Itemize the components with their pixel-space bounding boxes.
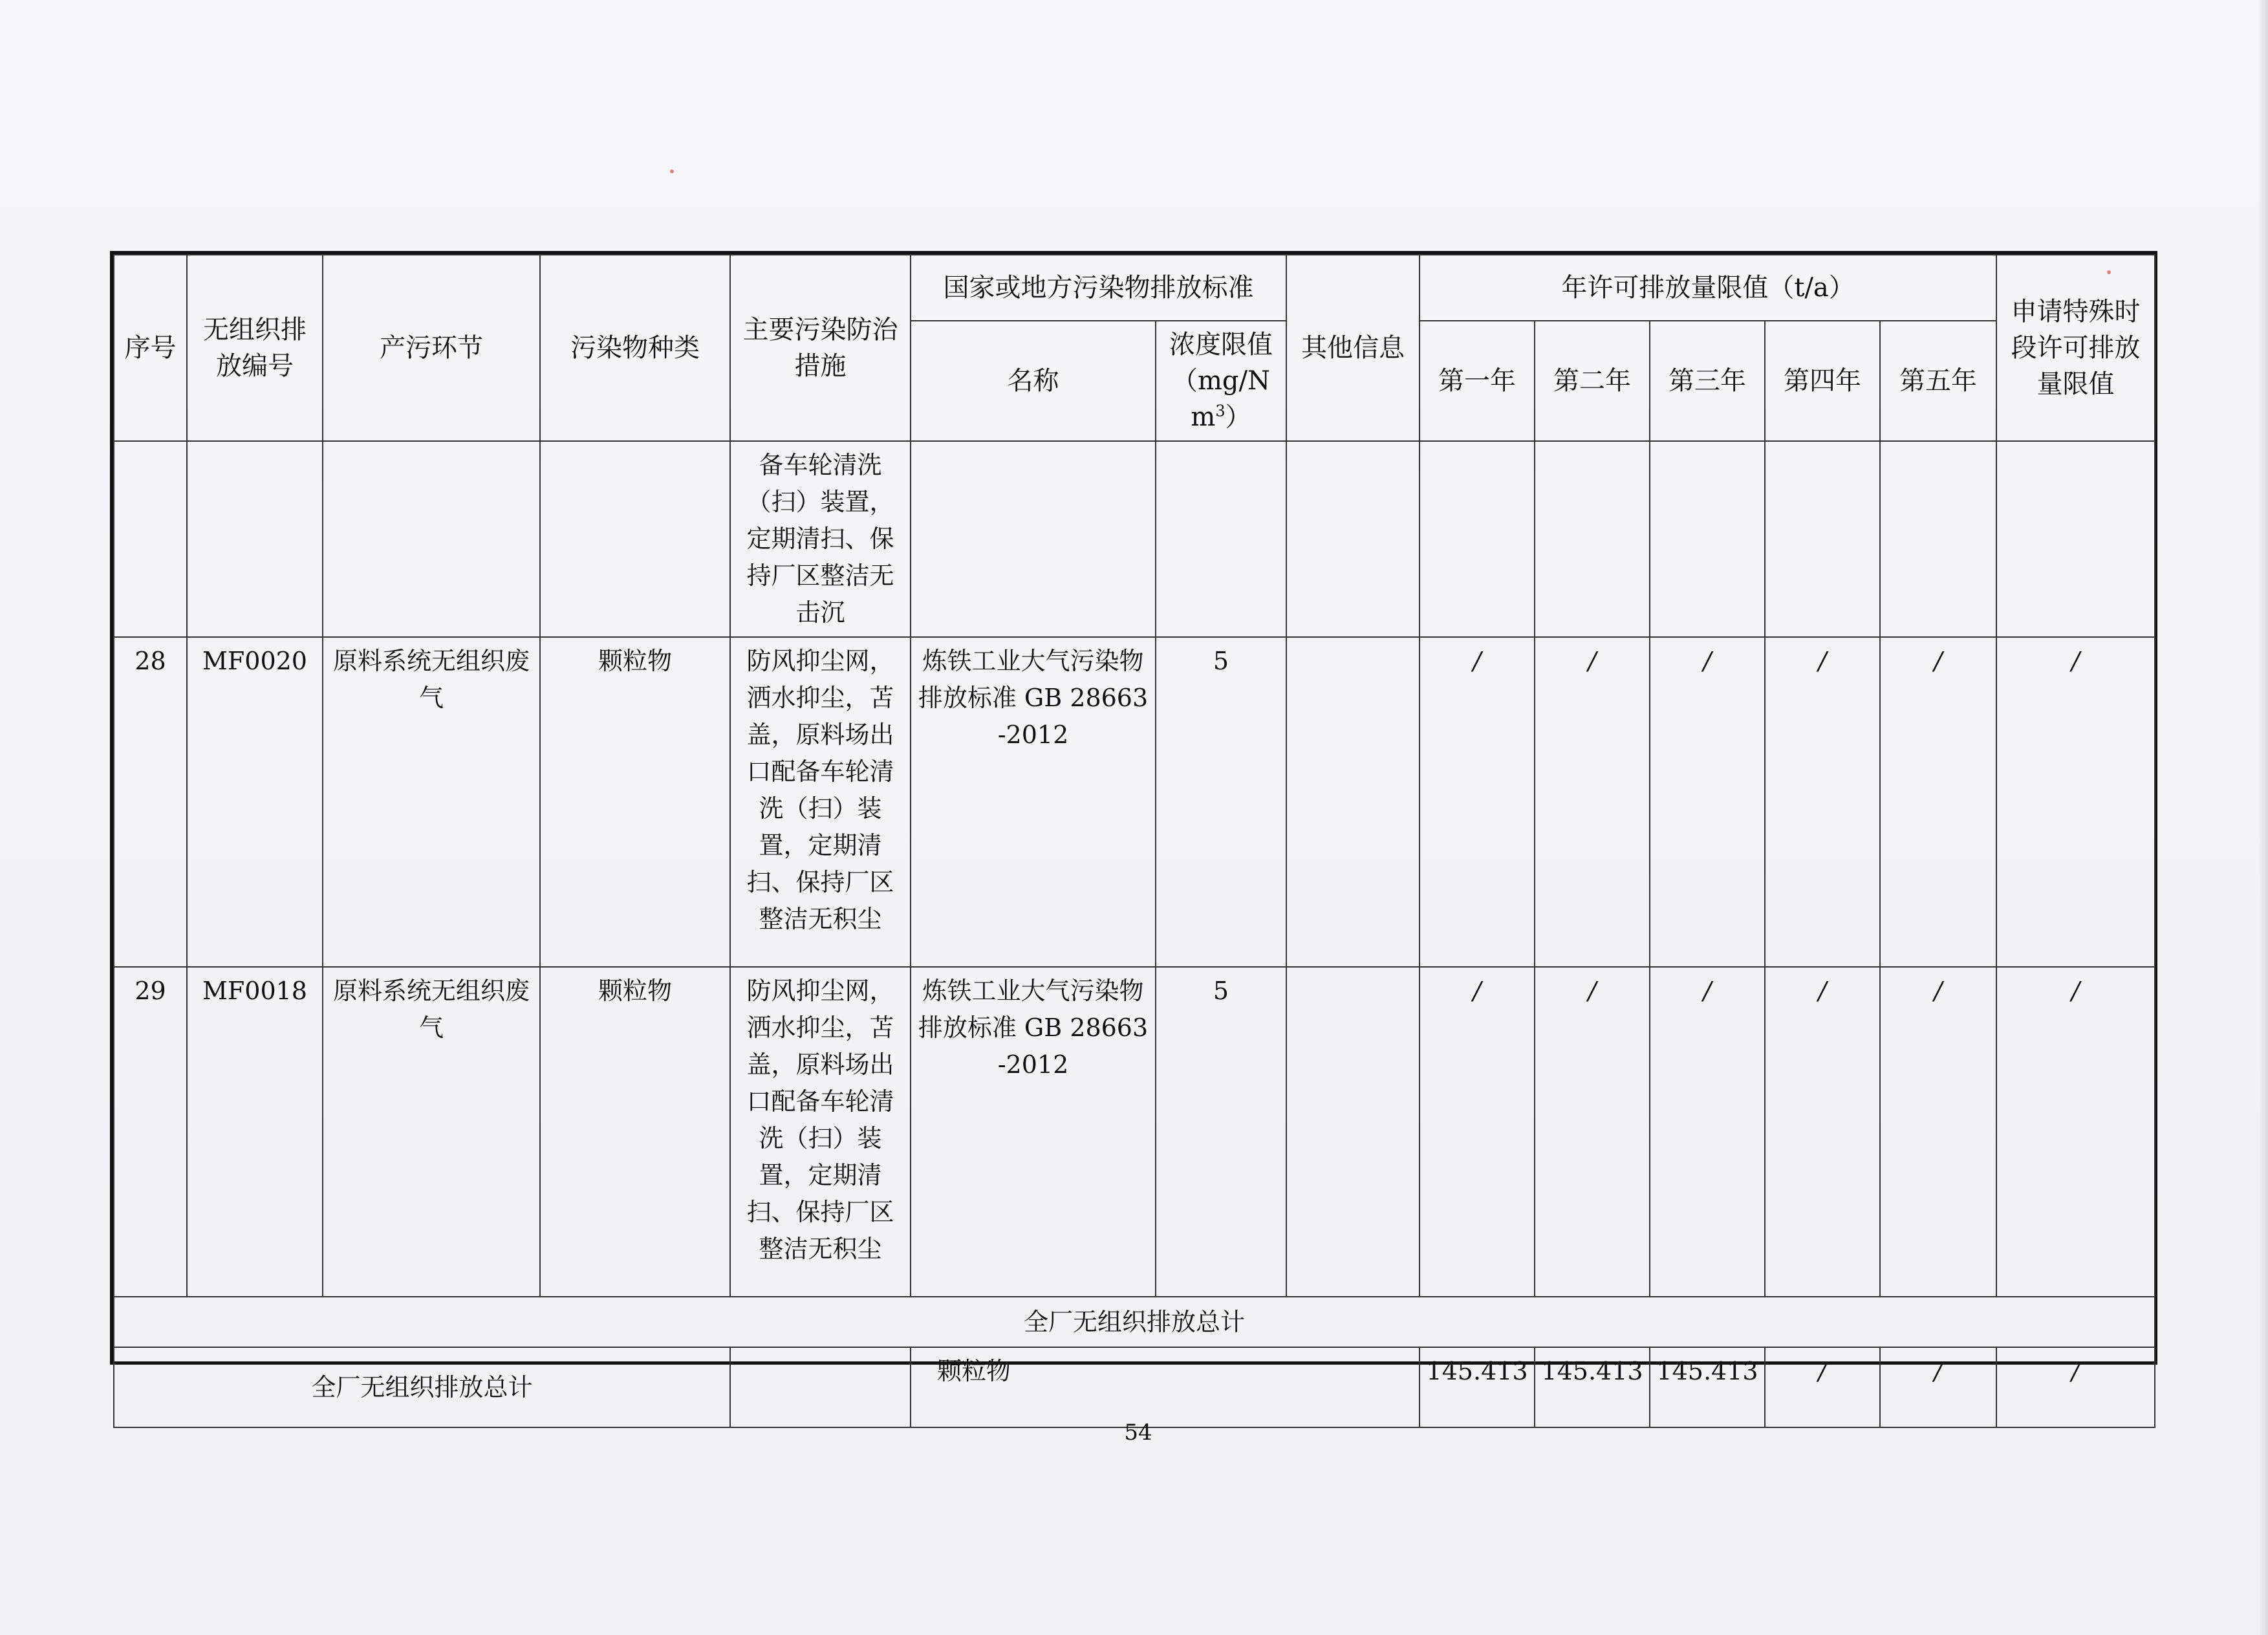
row-stage: 原料系统无组织废气 (323, 967, 540, 1297)
row-measures: 防风抑尘网，洒水抑尘，苫盖，原料场出口配备车轮清洗（扫）装置，定期清扫、保持厂区整洁无积尘 (730, 637, 911, 967)
row-std-name: 炼铁工业大气污染物排放标准 GB 28663-2012 (911, 637, 1156, 967)
row-y3: / (1650, 967, 1765, 1297)
row-y1: / (1420, 637, 1535, 967)
header-std-limit (1156, 321, 1286, 441)
cont-measures: 备车轮清洗（扫）装置，定期清扫、保持厂区整洁无击沉 (730, 441, 911, 637)
header-std-limit-label: 浓度限值 (1169, 330, 1273, 360)
continuation-row (114, 441, 2155, 637)
row-y1: / (1420, 967, 1535, 1297)
cont-y4 (1765, 441, 1880, 637)
fugitive-emission-table (113, 254, 2155, 1428)
row-std-name: 炼铁工业大气污染物排放标准 GB 28663-2012 (911, 967, 1156, 1297)
row-y5: / (1880, 637, 1996, 967)
cont-stage (323, 441, 540, 637)
total-y2: 145.413 (1535, 1347, 1650, 1427)
scan-speck (670, 169, 674, 173)
cont-special (1996, 441, 2155, 637)
header-y3: 第三年 (1650, 321, 1765, 441)
unit-prefix: （mg/Nm (1171, 366, 1270, 432)
row-measures: 防风抑尘网，洒水抑尘，苫盖，原料场出口配备车轮清洗（扫）装置，定期清扫、保持厂区整洁无积尘 (730, 967, 911, 1297)
cont-other (1286, 441, 1420, 637)
header-stage: 产污环节 (323, 255, 540, 441)
row-y2: / (1535, 637, 1650, 967)
row-y5: / (1880, 967, 1996, 1297)
row-pollutant: 颗粒物 (540, 967, 730, 1297)
scan-speck (2107, 270, 2111, 274)
header-y1: 第一年 (1420, 321, 1535, 441)
row-seq: 28 (114, 637, 187, 967)
row-code: MF0020 (187, 637, 323, 967)
cont-code (187, 441, 323, 637)
row-y4: / (1765, 967, 1880, 1297)
total-y1: 145.413 (1420, 1347, 1535, 1427)
header-y5: 第五年 (1880, 321, 1996, 441)
header-y4: 第四年 (1765, 321, 1880, 441)
total-y4: / (1765, 1347, 1880, 1427)
total-label: 全厂无组织排放总计 (114, 1347, 730, 1427)
cont-y5 (1880, 441, 1996, 637)
total-blank-measures (730, 1347, 911, 1427)
total-section-title: 全厂无组织排放总计 (114, 1297, 2155, 1347)
row-seq: 29 (114, 967, 187, 1297)
header-std-name: 名称 (911, 321, 1156, 441)
row-y4: / (1765, 637, 1880, 967)
row-y2: / (1535, 967, 1650, 1297)
cont-y1 (1420, 441, 1535, 637)
total-y5: / (1880, 1347, 1996, 1427)
total-y3: 145.413 (1650, 1347, 1765, 1427)
row-y3: / (1650, 637, 1765, 967)
row-limit: 5 (1156, 967, 1286, 1297)
emission-table-frame (110, 251, 2157, 1402)
header-annual-group: 年许可排放量限值（t/a） (1420, 255, 1996, 321)
unit-suffix: ） (1225, 402, 1251, 432)
table-row (114, 637, 2155, 967)
header-code: 无组织排放编号 (187, 255, 323, 441)
header-measures: 主要污染防治措施 (730, 255, 911, 441)
total-row (114, 1347, 2155, 1427)
header-std-limit-unit (1172, 366, 1270, 432)
cont-seq (114, 441, 187, 637)
cont-pollutant (540, 441, 730, 637)
row-code: MF0018 (187, 967, 323, 1297)
table-row (114, 967, 2155, 1297)
row-stage: 原料系统无组织废气 (323, 637, 540, 967)
page-number: 54 (1124, 1420, 1152, 1446)
cont-y2 (1535, 441, 1650, 637)
row-special: / (1996, 637, 2155, 967)
row-other (1286, 967, 1420, 1297)
cont-y3 (1650, 441, 1765, 637)
cont-limit (1156, 441, 1286, 637)
total-special: / (1996, 1347, 2155, 1427)
cont-std-name (911, 441, 1156, 637)
scan-edge (2259, 0, 2268, 1635)
header-standard-group: 国家或地方污染物排放标准 (911, 255, 1286, 321)
total-section-row (114, 1297, 2155, 1347)
header-special: 申请特殊时段许可排放量限值 (1996, 255, 2155, 441)
header-pollutant: 污染物种类 (540, 255, 730, 441)
total-pollutant: 颗粒物 (911, 1347, 1420, 1427)
header-other: 其他信息 (1286, 255, 1420, 441)
row-special: / (1996, 967, 2155, 1297)
row-other (1286, 637, 1420, 967)
row-pollutant: 颗粒物 (540, 637, 730, 967)
header-y2: 第二年 (1535, 321, 1650, 441)
header-seq: 序号 (114, 255, 187, 441)
unit-superscript: 3 (1215, 402, 1226, 420)
row-limit: 5 (1156, 637, 1286, 967)
